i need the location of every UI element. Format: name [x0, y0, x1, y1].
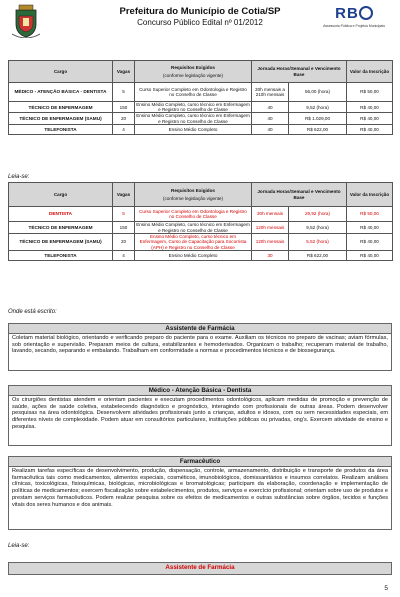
rbo-circle-icon [359, 6, 373, 20]
page-header [8, 2, 392, 42]
rbo-logo-text: RB [335, 5, 359, 22]
vagas-cell: 150 [113, 222, 135, 234]
header-requisitos-sub: (conforme legislação vigente) [162, 196, 223, 201]
table-row [9, 234, 393, 251]
valor-cell: R$ 40,00 [347, 251, 393, 261]
box-title-medico-dentista: Médico - Atenção Básica - Dentista [8, 385, 392, 396]
header-requisitos-label: Requisitos Exigidos [171, 187, 215, 193]
valor-cell: R$ 40,00 [347, 113, 393, 124]
vencimento-cell: R$ 622,00 [289, 251, 347, 261]
requisitos-cell: Ensino Médio Completo, curso técnico em Enfermagem, Curso de Capacitação para Socorrista (APH) e Registro no Conselho de Classe [135, 234, 252, 251]
box-title-assistente-farmacia: Assistente de Farmácia [8, 323, 392, 334]
rbo-logo-subtitle: Assessoria Pública e Projetos Municipais [323, 24, 385, 28]
vencimento-cell: 9,52 (hora) [289, 222, 347, 234]
table-row [9, 124, 393, 134]
cargo-cell: TÉCNICO DE ENFERMAGEM (SAMU) [9, 234, 113, 251]
vagas-cell: 20 [113, 234, 135, 251]
header-valor: Valor da Inscrição [347, 183, 393, 207]
box-title-assistente-farmacia-corrected: Assistente de Farmácia [8, 562, 392, 575]
cargo-cell: TELEFONISTA [9, 251, 113, 261]
vagas-cell: 5 [113, 83, 135, 102]
cargo-cell: TÉCNICO DE ENFERMAGEM [9, 222, 113, 234]
vencimento-cell: 29,92 (hora) [289, 207, 347, 222]
vencimento-cell: R$ 1.029,00 [289, 113, 347, 124]
table-row [9, 102, 393, 113]
vacancies-table-original [8, 60, 393, 135]
jornada-horas-cell: 120h mensais [252, 222, 289, 234]
requisitos-cell: Curso Superior Completo em Odontologia e Registro no Conselho de Classe [135, 207, 252, 222]
vencimento-cell: R$ 622,00 [289, 124, 347, 134]
table-row [9, 113, 393, 124]
leia-se-label-2: Leia-se: [8, 543, 30, 549]
vagas-cell: 150 [113, 102, 135, 113]
header-valor: Valor da Inscrição [347, 61, 393, 83]
vagas-cell: 20 [113, 113, 135, 124]
jornada-horas-cell: 120h mensais [252, 234, 289, 251]
valor-cell: R$ 40,00 [347, 222, 393, 234]
vacancies-table-corrected [8, 182, 393, 261]
header-requisitos [135, 61, 252, 83]
rbo-logo [320, 4, 388, 42]
header-vagas: Vagas [113, 183, 135, 207]
valor-cell: R$ 50,00 [347, 83, 393, 102]
vagas-cell: 4 [113, 124, 135, 134]
vagas-cell: 5 [113, 207, 135, 222]
leia-se-label: Leia-se: [8, 174, 30, 180]
header-jornada: Jornada Horas/Semanal e Vencimento Base [252, 183, 347, 207]
header-vagas: Vagas [113, 61, 135, 83]
cargo-cell: TELEFONISTA [9, 124, 113, 134]
requisitos-cell: Ensino Médio Completo, curso técnico em Enfermagem e Registro no Conselho de Classe [136, 102, 250, 113]
valor-cell: R$ 40,00 [347, 124, 393, 134]
table-row [9, 251, 393, 261]
vagas-cell: 4 [113, 251, 135, 261]
header-cargo: Cargo [9, 183, 113, 207]
cargo-cell: MÉDICO - ATENÇÃO BÁSICA - DENTISTA [9, 83, 113, 102]
page-number: 5 [384, 585, 388, 592]
jornada-horas-cell: 30h mensais a 210h mensais [252, 83, 289, 102]
header-requisitos [135, 183, 252, 207]
requisitos-cell: Ensino Médio Completo, curso técnico em Enfermagem e Registro no Conselho de Classe [136, 113, 250, 124]
header-subtitle: Concurso Público Edital nº 01/2012 [137, 18, 263, 27]
onde-esta-escrito-label: Onde está escrito: [8, 309, 57, 315]
cargo-cell: TÉCNICO DE ENFERMAGEM [9, 102, 113, 113]
table-row [9, 222, 393, 234]
jornada-horas-cell: 40 [252, 102, 289, 113]
header-cargo: Cargo [9, 61, 113, 83]
cargo-cell: DENTISTA [9, 207, 113, 222]
box-body-medico-dentista: Os cirurgiões dentistas atendem e orientam pacientes e executam procedimentos odontológicos, aplicam medidas de promoção e prevenção de saúde, ações de saúde coletiva, estabelecendo diagnóstico e prognóstico, interagindo com profissionais de outras áreas. Podem desenvolver pesquisas na área odontológica. Desenvolvem atividades profissionais junto a crianças, adultos e idosos, com ou sem necessidades especiais, em diferentes níveis de complexidade. Podem atuar em consultórios particulares, instituições públicas ou privadas, ong's. Exercem atividade de ensino e pesquisa. [8, 396, 392, 446]
header-jornada: Jornada Horas/Semanal e Vencimento Base [252, 61, 347, 83]
box-body-assistente-farmacia: Coletam material biológico, orientando e verificando preparo do paciente para o exame. Auxiliam os técnicos no preparo de vacinas; aviam fórmulas, sob orientação e supervisão. Preparam meios de cultura, estabilizantes e hemoderivados. Organizam o trabalho; recuperam material de trabalho, lavando, secando, separando e embalando. Trabalham em conformidade a normas e procedimentos técnicos e de biossegurança. [8, 334, 392, 371]
requisitos-cell: Curso Superior Completo em Odontologia e Registro no Conselho de Classe [135, 83, 252, 102]
requisitos-cell: Ensino Médio Completo [135, 251, 252, 261]
header-requisitos-label: Requisitos Exigidos [171, 64, 215, 70]
jornada-horas-cell: 40 [252, 124, 289, 134]
valor-cell: R$ 50,00 [347, 207, 393, 222]
requisitos-cell: Ensino Médio Completo, curso técnico em Enfermagem e Registro no Conselho de Classe [136, 222, 250, 233]
cargo-cell: TÉCNICO DE ENFERMAGEM (SAMU) [9, 113, 113, 124]
valor-cell: R$ 40,00 [347, 234, 393, 251]
requisitos-cell: Ensino Médio Completo [135, 124, 252, 134]
box-title-farmaceutico: Farmacêutico [8, 456, 392, 467]
box-body-farmaceutico: Realizam tarefas específicas de desenvolvimento, produção, dispensação, controle, armazenamento, distribuição e transporte de produtos da área farmacêutica tais como medicamentos, alimentos especiais, cosméticos, imunobiológicos, domissanitários e insumos correlatos. Realizam análises clínicas, toxicológicas, fisioquímicas, biológicas, microbiológicas e bromatológicas; participam da elaboração, coordenação e implementação de políticas de medicamentos; exercem fiscalização sobre estabelecimentos, produtos, serviços e exercício profissional; orientam sobre uso de produtos e prestam serviços farmacêuticos. Podem realizar pesquisa sobre os efeitos de medicamentos e outras substâncias sobre órgãos, tecidos e funções vitais dos seres humanos e dos animais. [8, 467, 392, 530]
header-title: Prefeitura do Município de Cotia/SP [119, 6, 281, 17]
table-row [9, 207, 393, 222]
valor-cell: R$ 40,00 [347, 102, 393, 113]
vencimento-cell: 5,52 (hora) [289, 234, 347, 251]
jornada-horas-cell: 30h mensais [252, 207, 289, 222]
header-requisitos-sub: (conforme legislação vigente) [162, 73, 223, 78]
vencimento-cell: 56,00 (hora) [289, 83, 347, 102]
jornada-horas-cell: 40 [252, 113, 289, 124]
table-row [9, 83, 393, 102]
jornada-horas-cell: 30 [252, 251, 289, 261]
vencimento-cell: 9,52 (hora) [289, 102, 347, 113]
